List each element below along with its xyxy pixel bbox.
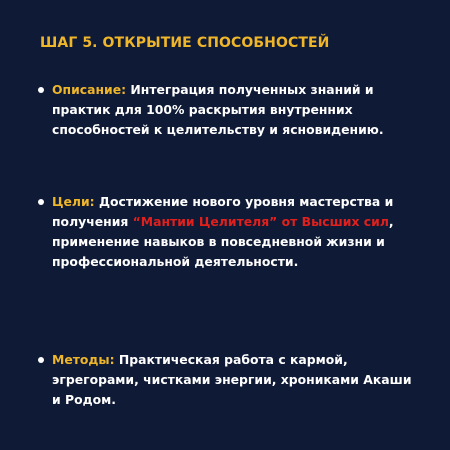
page-title: ШАГ 5. ОТКРЫТИЕ СПОСОБНОСТЕЙ bbox=[40, 35, 330, 51]
bullet-label: Цели: bbox=[52, 194, 95, 209]
bullet-highlight: “Мантии Целителя” от Высших сил bbox=[132, 214, 389, 229]
bullet-dot-icon bbox=[38, 87, 44, 93]
bullet-dot-icon bbox=[38, 357, 44, 363]
bullet-methods bbox=[52, 350, 418, 410]
bullet-text: , применение навыков в повседневной жизни и профессиональной деятельности. bbox=[52, 214, 394, 269]
bullet-label: Методы: bbox=[52, 352, 115, 367]
bullet-text: Практическая работа с кармой, эгрегорами, чистками энергии, хрониками Акаши и Родом. bbox=[52, 352, 412, 407]
bullet-text: Интеграция полученных знаний и практик для 100% раскрытия внутренних способностей к целительству и ясновидению. bbox=[52, 82, 384, 137]
bullet-text: Достижение нового уровня мастерства и получения bbox=[52, 194, 394, 229]
bullet-goals bbox=[52, 192, 418, 272]
bullet-dot-icon bbox=[38, 199, 44, 205]
bullet-description bbox=[52, 80, 418, 140]
bullet-label: Описание: bbox=[52, 82, 127, 97]
